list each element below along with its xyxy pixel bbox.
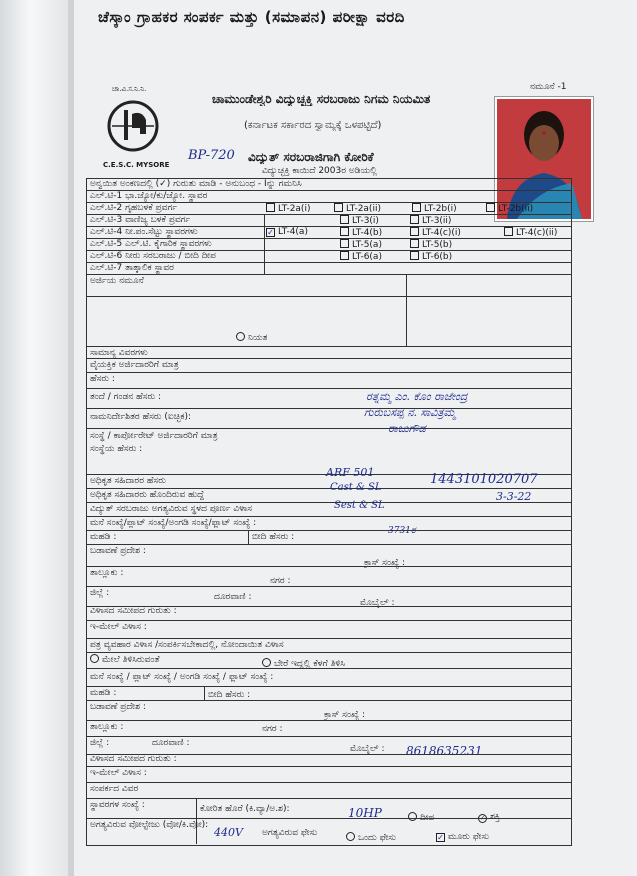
checkbox-lt2a-i[interactable]: LT-2a(i) [266,203,310,215]
mobile-label: ಮೊಬೈಲ್ : [360,598,395,608]
existing-installations-label: ಸ್ಥಾವರಗಳ ಸಂಖ್ಯೆ : [90,800,145,810]
logo-bottom-text: C.E.S.C. MYSORE [103,161,170,169]
corr-house-number-label: ಮನೆ ಸಂಖ್ಯೆ / ಪ್ಲಾಟ್ ಸಂಖ್ಯೆ / ಅಂಗಡಿ ಸಂಖ್ಯೆ / ಫ್ಲಾಟ್ ಸಂಖ್ಯೆ : [90,672,274,682]
handwritten-mobile-number: 8618635231 [406,744,483,758]
house-number-label: ಮನೆ ಸಂಖ್ಯೆ/ಪ್ಲಾಟ್ ಸಂಖ್ಯೆ/ಅಂಗಡಿ ಸಂಖ್ಯೆ/ಫ್ಲಾಟ್ ಸಂಖ್ಯೆ : [90,518,257,528]
handwritten-name-1: ರತ್ನಮ್ಮ ಎಂ. ಕೊಂ ರಾಜೇಂದ್ರ [366,390,468,403]
corr-taluk-label: ತಾಲ್ಲೂಕು : [90,722,124,732]
tariff-row-lt2: ಎಲ್.ಟಿ-2 ಗೃಹಬಳಕೆ ಪ್ರವರ್ಗ [90,203,177,213]
checkbox-lt4a[interactable]: ✓ LT-4(a) [267,227,308,237]
tariff-row-lt6: ಎಲ್.ಟಿ-6 ನೀರು ಸರಬರಾಜು / ಬೀದಿ ದೀಪ [90,251,216,261]
checkbox-lt6a[interactable]: LT-6(a) [340,251,382,263]
checkbox-lt4c-i[interactable]: LT-4(c)(i) [410,227,461,239]
header-strip: ಚೆಸ್ಕಾಂ ಗ್ರಾಹಕರ ಸಂಪರ್ಕ ಮತ್ತು (ಸಮಾಪನ) ಪರೀಕ್ಷಾ ವರದಿ [98,8,405,26]
radio-same-address[interactable]: ಮೇಲೆ ತಿಳಿಸಿರುವಂತೆ [90,654,160,666]
corr-street-label: ಬೀದಿ ಹೆಸರು : [208,690,251,700]
checkbox-power[interactable]: ✓ ಶಕ್ತಿ [479,812,500,822]
father-name-label: ತಂದೆ / ಗಂಡನ ಹೆಸರು : [90,392,162,402]
connection-section-title: ಸಂಪರ್ಕದ ವಿವರ [90,784,139,794]
signatory-name-label: ಅಧಿಕೃತ ಸಹಿದಾರರ ಹೆಸರು [90,476,166,486]
checkbox-lt6b[interactable]: LT-6(b) [410,251,452,263]
nominee-name-label: ನಾಮನಿರ್ದೇಶಿತರ ಹೆಸರು (ಐಚ್ಛಿಕ): [90,412,192,422]
handwritten-voltage: 440V [214,826,243,839]
page-binding-edge [68,0,74,876]
phone-label: ದೂರವಾಣಿ : [214,592,252,602]
checkbox-lt5b[interactable]: LT-5(b) [410,239,452,251]
checkbox-lt5a[interactable]: LT-5(a) [340,239,382,251]
corr-area-label: ಬಡಾವಣೆ ಪ್ರದೇಶ : [90,702,146,712]
cesc-logo [102,92,168,162]
page-binding [0,0,69,876]
district-label: ಜಿಲ್ಲೆ : [90,588,110,598]
corporate-only-label: ಸಂಸ್ಥೆ / ಕಾರ್ಪೋರೇಟ್ ಅರ್ಜಿದಾರರಿಗೆ ಮಾತ್ರ [90,431,218,441]
application-form [86,178,572,846]
supply-address-label: ವಿದ್ಯುತ್ ಸರಬರಾಜು ಅಗತ್ಯವಿರುವ ಸ್ಥಳದ ಪೂರ್ಣ ವಿಳಾಸ [90,504,252,514]
corr-city-label: ನಗರ : [262,724,283,734]
name-label: ಹೆಸರು : [90,374,115,384]
checkbox-lt2a-ii[interactable]: LT-2a(ii) [334,203,381,215]
phase-label: ಅಗತ್ಯವಿರುವ ಫೇಸು [262,828,318,838]
handwritten-reference: BP-720 [188,148,235,163]
radio-single-phase[interactable]: ಒಂದು ಫೇಸು [346,832,396,844]
checkbox-lt3-ii[interactable]: LT-3(ii) [410,215,451,227]
corr-landmark-label: ವಿಳಾಸದ ಸಮೀಪದ ಗುರುತು : [90,754,177,764]
checkbox-light[interactable]: ದೀಪ [408,812,434,824]
corr-email-label: ಇ-ಮೇಲ್ ವಿಳಾಸ : [90,768,147,778]
tariff-row-lt5: ಎಲ್.ಟಿ-5 ಎಲ್.ಟಿ. ಕೈಗಾರಿಕ ಸ್ಥಾವರಗಳು [90,239,212,249]
general-section-title: ಸಾಮಾನ್ಯ ವಿವರಗಳು [90,348,148,358]
logo-top-text: ಚಾ.ವಿ.ಸ.ನಿ.ನಿ. [112,85,147,93]
city-label: ನಗರ : [270,576,291,586]
handwritten-ref-cast: Cast & SL [330,482,382,493]
handwritten-ref-arf: ARF 501 [326,466,375,479]
radio-different-address[interactable]: ಬೇರೆ ಇದ್ದಲ್ಲಿ ಕೆಳಗೆ ತಿಳಿಸಿ [262,658,345,670]
checkbox-lt4b[interactable]: LT-4(b) [340,227,382,239]
individual-only-label: ವೈಯಕ್ತಿಕ ಅರ್ಜಿದಾರರಿಗೆ ಮಾತ್ರ [90,360,179,370]
supply-type-label: ಅರ್ಜಿಯ ನಮೂನೆ [90,276,144,286]
checkbox-lt2b-ii[interactable]: LT-2b(ii) [486,203,533,215]
org-name-label: ಸಂಸ್ಥೆಯ ಹೆಸರು : [90,444,143,454]
corr-cross-label: ಕ್ರಾಸ್ ಸಂಖ್ಯೆ : [324,710,365,720]
handwritten-ref-sest: Sest & SL [334,500,385,511]
checkbox-lt4c-ii[interactable]: LT-4(c)(ii) [504,227,557,239]
voltage-label: ಅಗತ್ಯವಿರುವ ವೋಲ್ಟೇಜು (ವೋ/ಕಿ.ವೋ): [90,820,209,830]
tariff-instruction: ಅನ್ವಯಿತ ಅಂಕಣದಲ್ಲಿ (✓) ಗುರುತು ಮಾಡಿ - ಅನುಬಂಧ - Iನ್ನು ಗಮನಿಸಿ [90,179,302,189]
org-subtitle: (ಕರ್ನಾಟಕ ಸರ್ಕಾರದ ಸ್ವಾಮ್ಯಕ್ಕೆ ಒಳಪಟ್ಟಿದೆ) [244,120,382,131]
taluk-label: ತಾಲ್ಲೂಕು : [90,568,124,578]
corr-district-label: ಜಿಲ್ಲೆ : [90,738,110,748]
area-label: ಬಡಾವಣೆ ಪ್ರದೇಶ : [90,546,146,556]
checkbox-lt3-i[interactable]: LT-3(i) [340,215,379,227]
correspondence-section-title: ಪತ್ರ ವ್ಯವಹಾರ ವಿಳಾಸ /ಸಂಪರ್ಕಿಸಬೇಕಾದಲ್ಲಿ, ನೋಂದಾಯಿತ ವಿಳಾಸ [90,640,284,650]
handwritten-account-number: 1443101020707 [430,472,538,487]
email-label: ಇ-ಮೇಲ್ ವಿಳಾಸ : [90,622,147,632]
form-number-stamp: ನಮೂನೆ -1 [530,82,567,92]
handwritten-name-2: ಗುರುಬಸಪ್ಪ ನ. ಸಾವಿತ್ರಮ್ಮ [364,406,456,419]
signatory-designation-label: ಅಧಿಕೃತ ಸಹಿದಾರರು ಹೊಂದಿರುವ ಹುದ್ದೆ [90,490,205,500]
corr-floor-label: ಮಹಡಿ : [90,688,117,698]
corr-phone-label: ದೂರವಾಣಿ : [152,738,190,748]
radio-three-phase[interactable]: ✓ ಮೂರು ಫೇಸು [437,832,490,842]
floor-label: ಮಹಡಿ : [90,532,117,542]
tariff-row-lt3: ಎಲ್.ಟಿ-3 ವಾಣಿಜ್ಯ ಬಳಕೆ ಪ್ರವರ್ಗ [90,215,191,225]
form-subtitle: ವಿದ್ಯುಚ್ಛಕ್ತಿ ಕಾಯಿದೆ 2003ರ ಅಡಿಯಲ್ಲಿ [262,166,377,176]
landmark-label: ವಿಳಾಸದ ಸಮೀಪದ ಗುರುತು : [90,606,177,616]
handwritten-house-note: 3731ರ [388,526,416,536]
radio-permanent[interactable]: ನಿಯತ [236,332,267,344]
tariff-row-lt1: ಎಲ್.ಟಿ-1 ಭಾ.ಜ್ಯೋ/ಕು/ಜ್ಯೋ. ಸ್ಥಾವರ [90,191,208,201]
tariff-row-lt4: ಎಲ್.ಟಿ-4 ನೀ.ಪಂ.ಸೆಟ್ಟು ಸ್ಥಾವರಗಳು [90,227,198,237]
handwritten-date: 3-3-22 [496,490,532,503]
street-label: ಬೀದಿ ಹೆಸರು : [252,532,295,542]
org-title: ಚಾಮುಂಡೇಶ್ವರಿ ವಿದ್ಯುಚ್ಛಕ್ತಿ ಸರಬರಾಜು ನಿಗಮ ನಿಯಮಿತ [212,92,431,106]
cross-label: ಕ್ರಾಸ್ ಸಂಖ್ಯೆ : [364,558,405,568]
requested-load-label: ಕೋರಿತ ಹೊರೆ (ಕಿ.ವ್ಯಾ/ಅ.ಶ): [200,804,290,814]
checkbox-lt2b-i[interactable]: LT-2b(i) [412,203,457,215]
form-title: ವಿದ್ಯುತ್ ಸರಬರಾಜಿಗಾಗಿ ಕೋರಿಕೆ [248,150,374,164]
handwritten-load: 10HP [348,806,382,820]
tariff-row-lt7: ಎಲ್.ಟಿ-7 ತಾತ್ಕಾಲಿಕ ಸ್ಥಾವರ [90,263,174,273]
corr-mobile-label: ಮೊಬೈಲ್ : [350,744,385,754]
handwritten-name-3: ರಾಜುಗೌಡ [388,422,426,435]
